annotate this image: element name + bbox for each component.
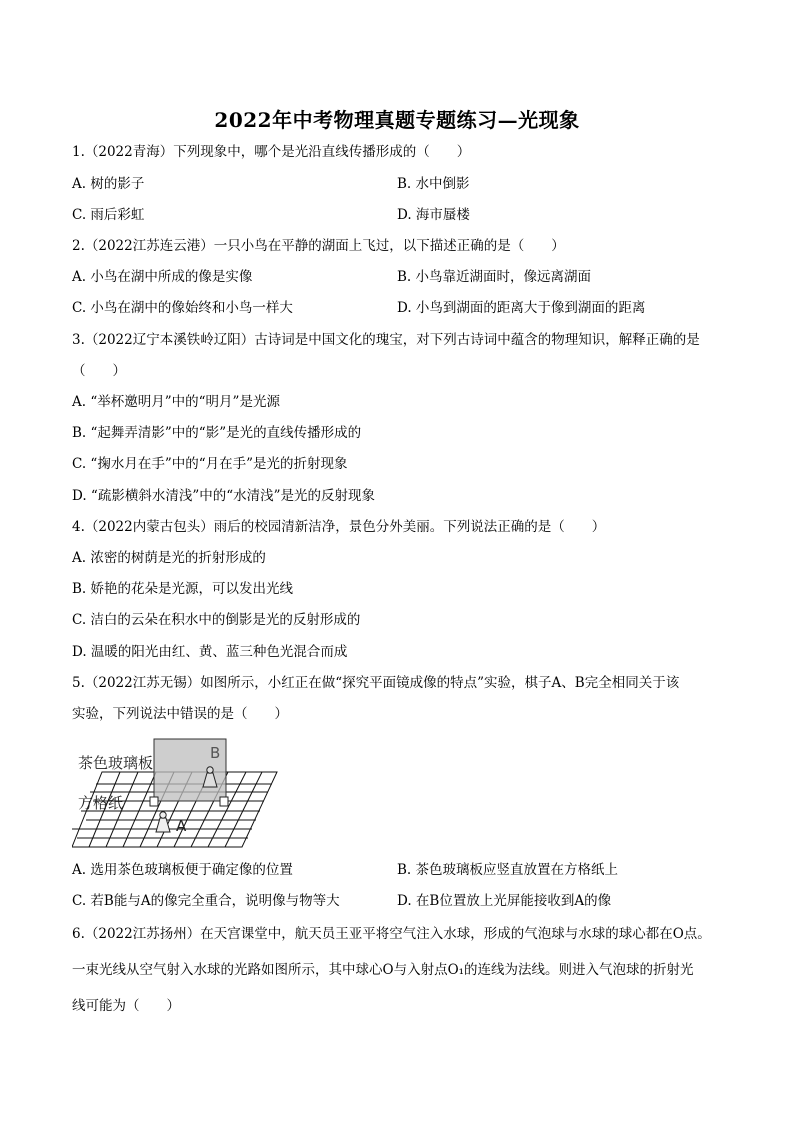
question-2-option-c: C. 小鸟在湖中的像始终和小鸟一样大 [72,300,293,316]
chess-piece-a [156,812,170,832]
label-glass-plate: 茶色玻璃板 [78,754,154,772]
question-1-option-b: B. 水中倒影 [397,176,470,192]
question-3-stem-cont: （ ） [72,363,126,379]
question-4-stem: 4.（2022内蒙古包头）雨后的校园清新洁净，景色分外美丽。下列说法正确的是（ ） [72,519,606,535]
label-piece-b: B [210,744,221,762]
question-3-option-b: B. “起舞弄清影”中的“影”是光的直线传播形成的 [72,425,362,441]
question-4-option-d: D. 温暖的阳光由红、黄、蓝三种色光混合而成 [72,644,348,660]
label-grid-paper: 方格纸 [78,794,124,812]
question-2-option-d: D. 小鸟到湖面的距离大于像到湖面的距离 [397,300,646,316]
question-6-stem-cont2: 线可能为（ ） [72,998,180,1014]
question-4-option-c: C. 洁白的云朵在积水中的倒影是光的反射形成的 [72,612,361,628]
question-5-option-c: C. 若B能与A的像完全重合，说明像与物等大 [72,893,340,909]
question-1-stem: 1.（2022青海）下列现象中，哪个是光沿直线传播形成的（ ） [72,144,471,160]
question-5-option-b: B. 茶色玻璃板应竖直放置在方格纸上 [397,862,619,878]
question-2-option-b: B. 小鸟靠近湖面时，像远离湖面 [397,269,592,285]
question-5-stem-cont: 实验，下列说法中错误的是（ ） [72,706,288,722]
page-title: 2022年中考物理真题专题练习—光现象 [214,108,580,132]
question-4-option-a: A. 浓密的树荫是光的折射形成的 [72,550,266,566]
question-4-option-b: B. 娇艳的花朵是光源，可以发出光线 [72,581,294,597]
question-3-option-c: C. “掬水月在手”中的“月在手”是光的折射现象 [72,456,348,472]
question-6-stem-cont: 一束光线从空气射入水球的光路如图所示，其中球心O与入射点O₁的连线为法线。则进入气泡球的折射光 [72,962,694,978]
question-1-option-c: C. 雨后彩虹 [72,207,145,223]
question-3-option-a: A. “举杯邀明月”中的“明月”是光源 [72,394,280,410]
question-5-stem: 5.（2022江苏无锡）如图所示，小红正在做“探究平面镜成像的特点”实验，棋子A、B完全相同关于该 [72,675,680,691]
plane-mirror-experiment-figure [72,737,284,849]
question-2-stem: 2.（2022江苏连云港）一只小鸟在平静的湖面上飞过，以下描述正确的是（ ） [72,238,565,254]
label-piece-a: A [176,817,187,835]
question-2-option-a: A. 小鸟在湖中所成的像是实像 [72,269,253,285]
question-1-option-a: A. 树的影子 [72,176,145,192]
question-5-option-d: D. 在B位置放上光屏能接收到A的像 [397,893,612,909]
question-1-option-d: D. 海市蜃楼 [397,207,470,223]
question-6-stem: 6.（2022江苏扬州）在天宫课堂中，航天员王亚平将空气注入水球，形成的气泡球与水球的球心都在O点。 [72,926,711,942]
question-3-option-d: D. “疏影横斜水清浅”中的“水清浅”是光的反射现象 [72,488,376,504]
question-3-stem: 3.（2022辽宁本溪铁岭辽阳）古诗词是中国文化的瑰宝，对下列古诗词中蕴含的物理知识，解释正确的是 [72,332,700,348]
question-5-option-a: A. 选用茶色玻璃板便于确定像的位置 [72,862,293,878]
